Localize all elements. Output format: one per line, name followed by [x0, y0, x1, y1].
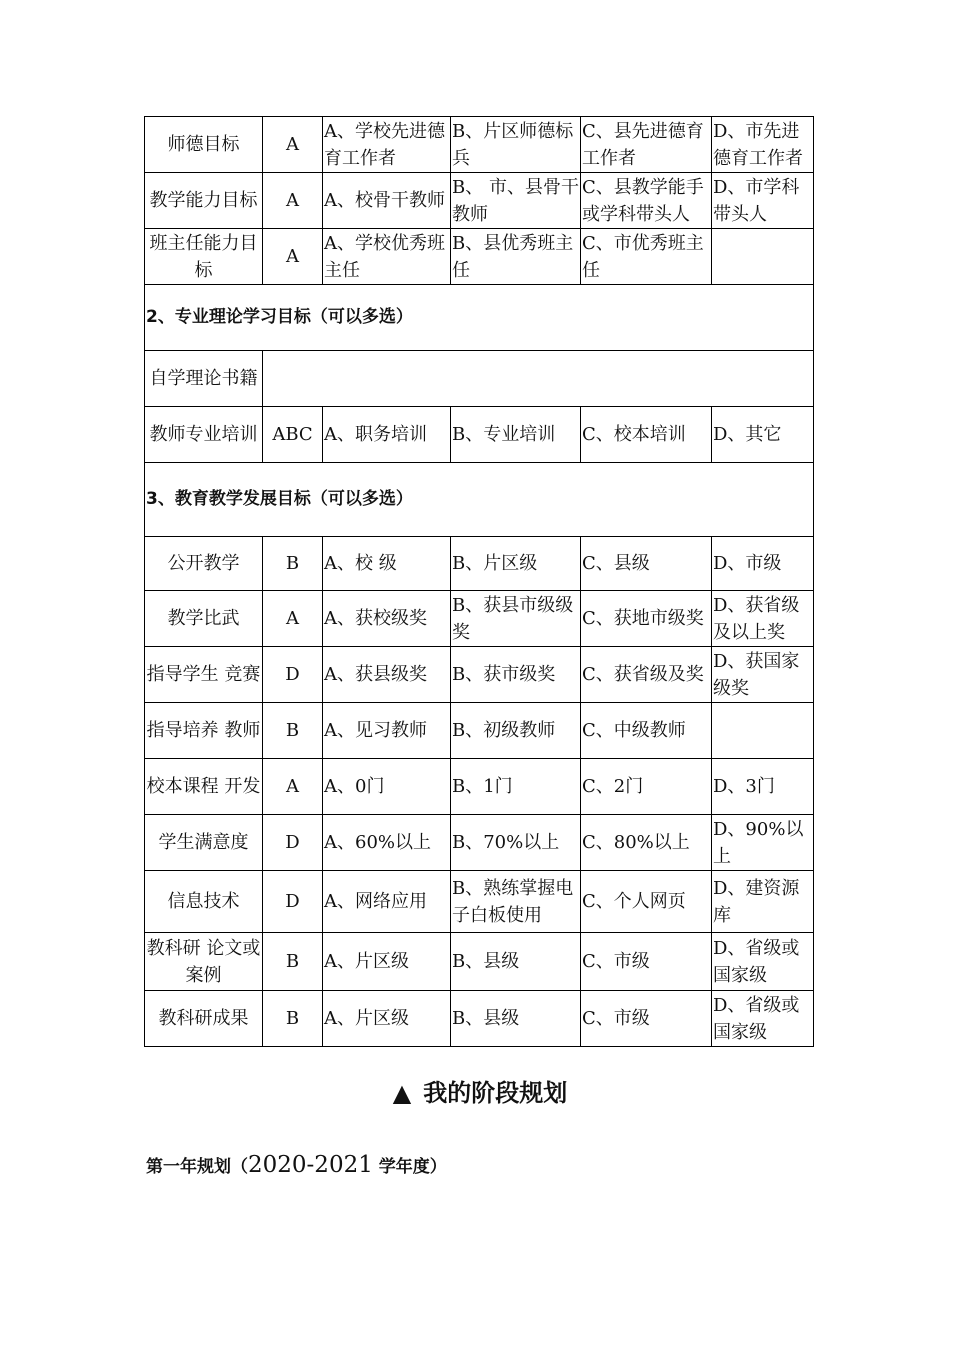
option-cell: A、校骨干教师 [323, 173, 451, 229]
section-title-text: 我的阶段规划 [423, 1079, 568, 1107]
option-cell: A、学校先进德育工作者 [323, 117, 451, 173]
row-label: 教学能力目标 [145, 173, 263, 229]
option-cell: C、2门 [581, 759, 712, 815]
option-cell: A、片区级 [323, 991, 451, 1047]
option-cell: C、市优秀班主任 [581, 229, 712, 285]
option-cell: C、县教学能手或学科带头人 [581, 173, 712, 229]
plan-prefix: 第一年规划（ [146, 1157, 248, 1177]
option-cell: D、市级 [712, 537, 814, 591]
option-cell: A、职务培训 [323, 407, 451, 463]
row-label: 指导学生 竞赛 [145, 647, 263, 703]
option-cell: C、市级 [581, 933, 712, 991]
option-cell: B、1门 [451, 759, 581, 815]
option-cell: A、获县级奖 [323, 647, 451, 703]
section-title [0, 1073, 960, 1108]
option-cell: B、片区师德标兵 [451, 117, 581, 173]
table-row [145, 703, 814, 759]
table-row [145, 933, 814, 991]
option-cell: D、其它 [712, 407, 814, 463]
section-row [145, 285, 814, 351]
table-row [145, 173, 814, 229]
row-choice: D [263, 815, 323, 871]
option-cell: D、省级或国家级 [712, 991, 814, 1047]
option-cell: B、获市级奖 [451, 647, 581, 703]
option-cell: D、3门 [712, 759, 814, 815]
row-choice: ABC [263, 407, 323, 463]
option-cell: A、获校级奖 [323, 591, 451, 647]
row-choice: A [263, 229, 323, 285]
row-choice: A [263, 173, 323, 229]
row-label: 校本课程 开发 [145, 759, 263, 815]
row-label: 指导培养 教师 [145, 703, 263, 759]
table-row [145, 229, 814, 285]
row-choice: A [263, 759, 323, 815]
option-cell: A、学校优秀班主任 [323, 229, 451, 285]
row-label: 学生满意度 [145, 815, 263, 871]
row-label: 公开教学 [145, 537, 263, 591]
row-label: 班主任能力目标 [145, 229, 263, 285]
table-row [145, 647, 814, 703]
option-cell: D、建资源库 [712, 871, 814, 933]
option-cell: B、县级 [451, 933, 581, 991]
option-cell [712, 703, 814, 759]
option-cell: C、市级 [581, 991, 712, 1047]
option-cell: B、 市、县骨干教师 [451, 173, 581, 229]
table-row [145, 117, 814, 173]
option-cell: A、60%以上 [323, 815, 451, 871]
row-label: 自学理论书籍 [145, 351, 263, 407]
option-cell: A、片区级 [323, 933, 451, 991]
option-cell: C、获省级及奖 [581, 647, 712, 703]
row-label: 教学比武 [145, 591, 263, 647]
table-row [145, 407, 814, 463]
section-heading: 3、教育教学发展目标（可以多选） [145, 463, 814, 537]
row-choice: A [263, 591, 323, 647]
table-row [145, 815, 814, 871]
option-cell: B、县优秀班主任 [451, 229, 581, 285]
option-cell [712, 229, 814, 285]
option-cell: B、熟练掌握电子白板使用 [451, 871, 581, 933]
table-row [145, 591, 814, 647]
row-label: 信息技术 [145, 871, 263, 933]
option-cell: D、省级或国家级 [712, 933, 814, 991]
option-cell: C、个人网页 [581, 871, 712, 933]
section-row [145, 463, 814, 537]
option-cell: B、专业培训 [451, 407, 581, 463]
option-cell: B、片区级 [451, 537, 581, 591]
table-row [145, 871, 814, 933]
option-cell: D、获省级及以上奖 [712, 591, 814, 647]
year-plan-heading [146, 1152, 447, 1178]
row-choice: B [263, 991, 323, 1047]
row-choice: B [263, 933, 323, 991]
table-row [145, 991, 814, 1047]
row-label: 师德目标 [145, 117, 263, 173]
table-row [145, 351, 814, 407]
option-cell: D、90%以上 [712, 815, 814, 871]
option-cell: C、获地市级奖 [581, 591, 712, 647]
self-study-cell [263, 351, 814, 407]
option-cell: C、80%以上 [581, 815, 712, 871]
option-cell: A、网络应用 [323, 871, 451, 933]
row-choice: D [263, 871, 323, 933]
table-row [145, 537, 814, 591]
option-cell: C、校本培训 [581, 407, 712, 463]
option-cell: D、获国家级奖 [712, 647, 814, 703]
option-cell: B、初级教师 [451, 703, 581, 759]
option-cell: B、县级 [451, 991, 581, 1047]
option-cell: A、校 级 [323, 537, 451, 591]
row-choice: D [263, 647, 323, 703]
option-cell: C、中级教师 [581, 703, 712, 759]
option-cell: B、70%以上 [451, 815, 581, 871]
table-row [145, 759, 814, 815]
option-cell: C、县先进德育工作者 [581, 117, 712, 173]
plan-years: 2020-2021 [248, 1152, 373, 1178]
plan-suffix: 学年度） [372, 1157, 447, 1177]
row-label: 教科研 论文或案例 [145, 933, 263, 991]
option-cell: C、县级 [581, 537, 712, 591]
row-choice: A [263, 117, 323, 173]
row-label: 教师专业培训 [145, 407, 263, 463]
section-heading: 2、专业理论学习目标（可以多选） [145, 285, 814, 351]
option-cell: A、0门 [323, 759, 451, 815]
row-choice: B [263, 537, 323, 591]
option-cell: B、获县市级级奖 [451, 591, 581, 647]
triangle-icon: ▲ [392, 1079, 412, 1107]
option-cell: D、市学科带头人 [712, 173, 814, 229]
option-cell: A、见习教师 [323, 703, 451, 759]
goals-table [144, 116, 814, 1047]
row-label: 教科研成果 [145, 991, 263, 1047]
row-choice: B [263, 703, 323, 759]
option-cell: D、市先进德育工作者 [712, 117, 814, 173]
